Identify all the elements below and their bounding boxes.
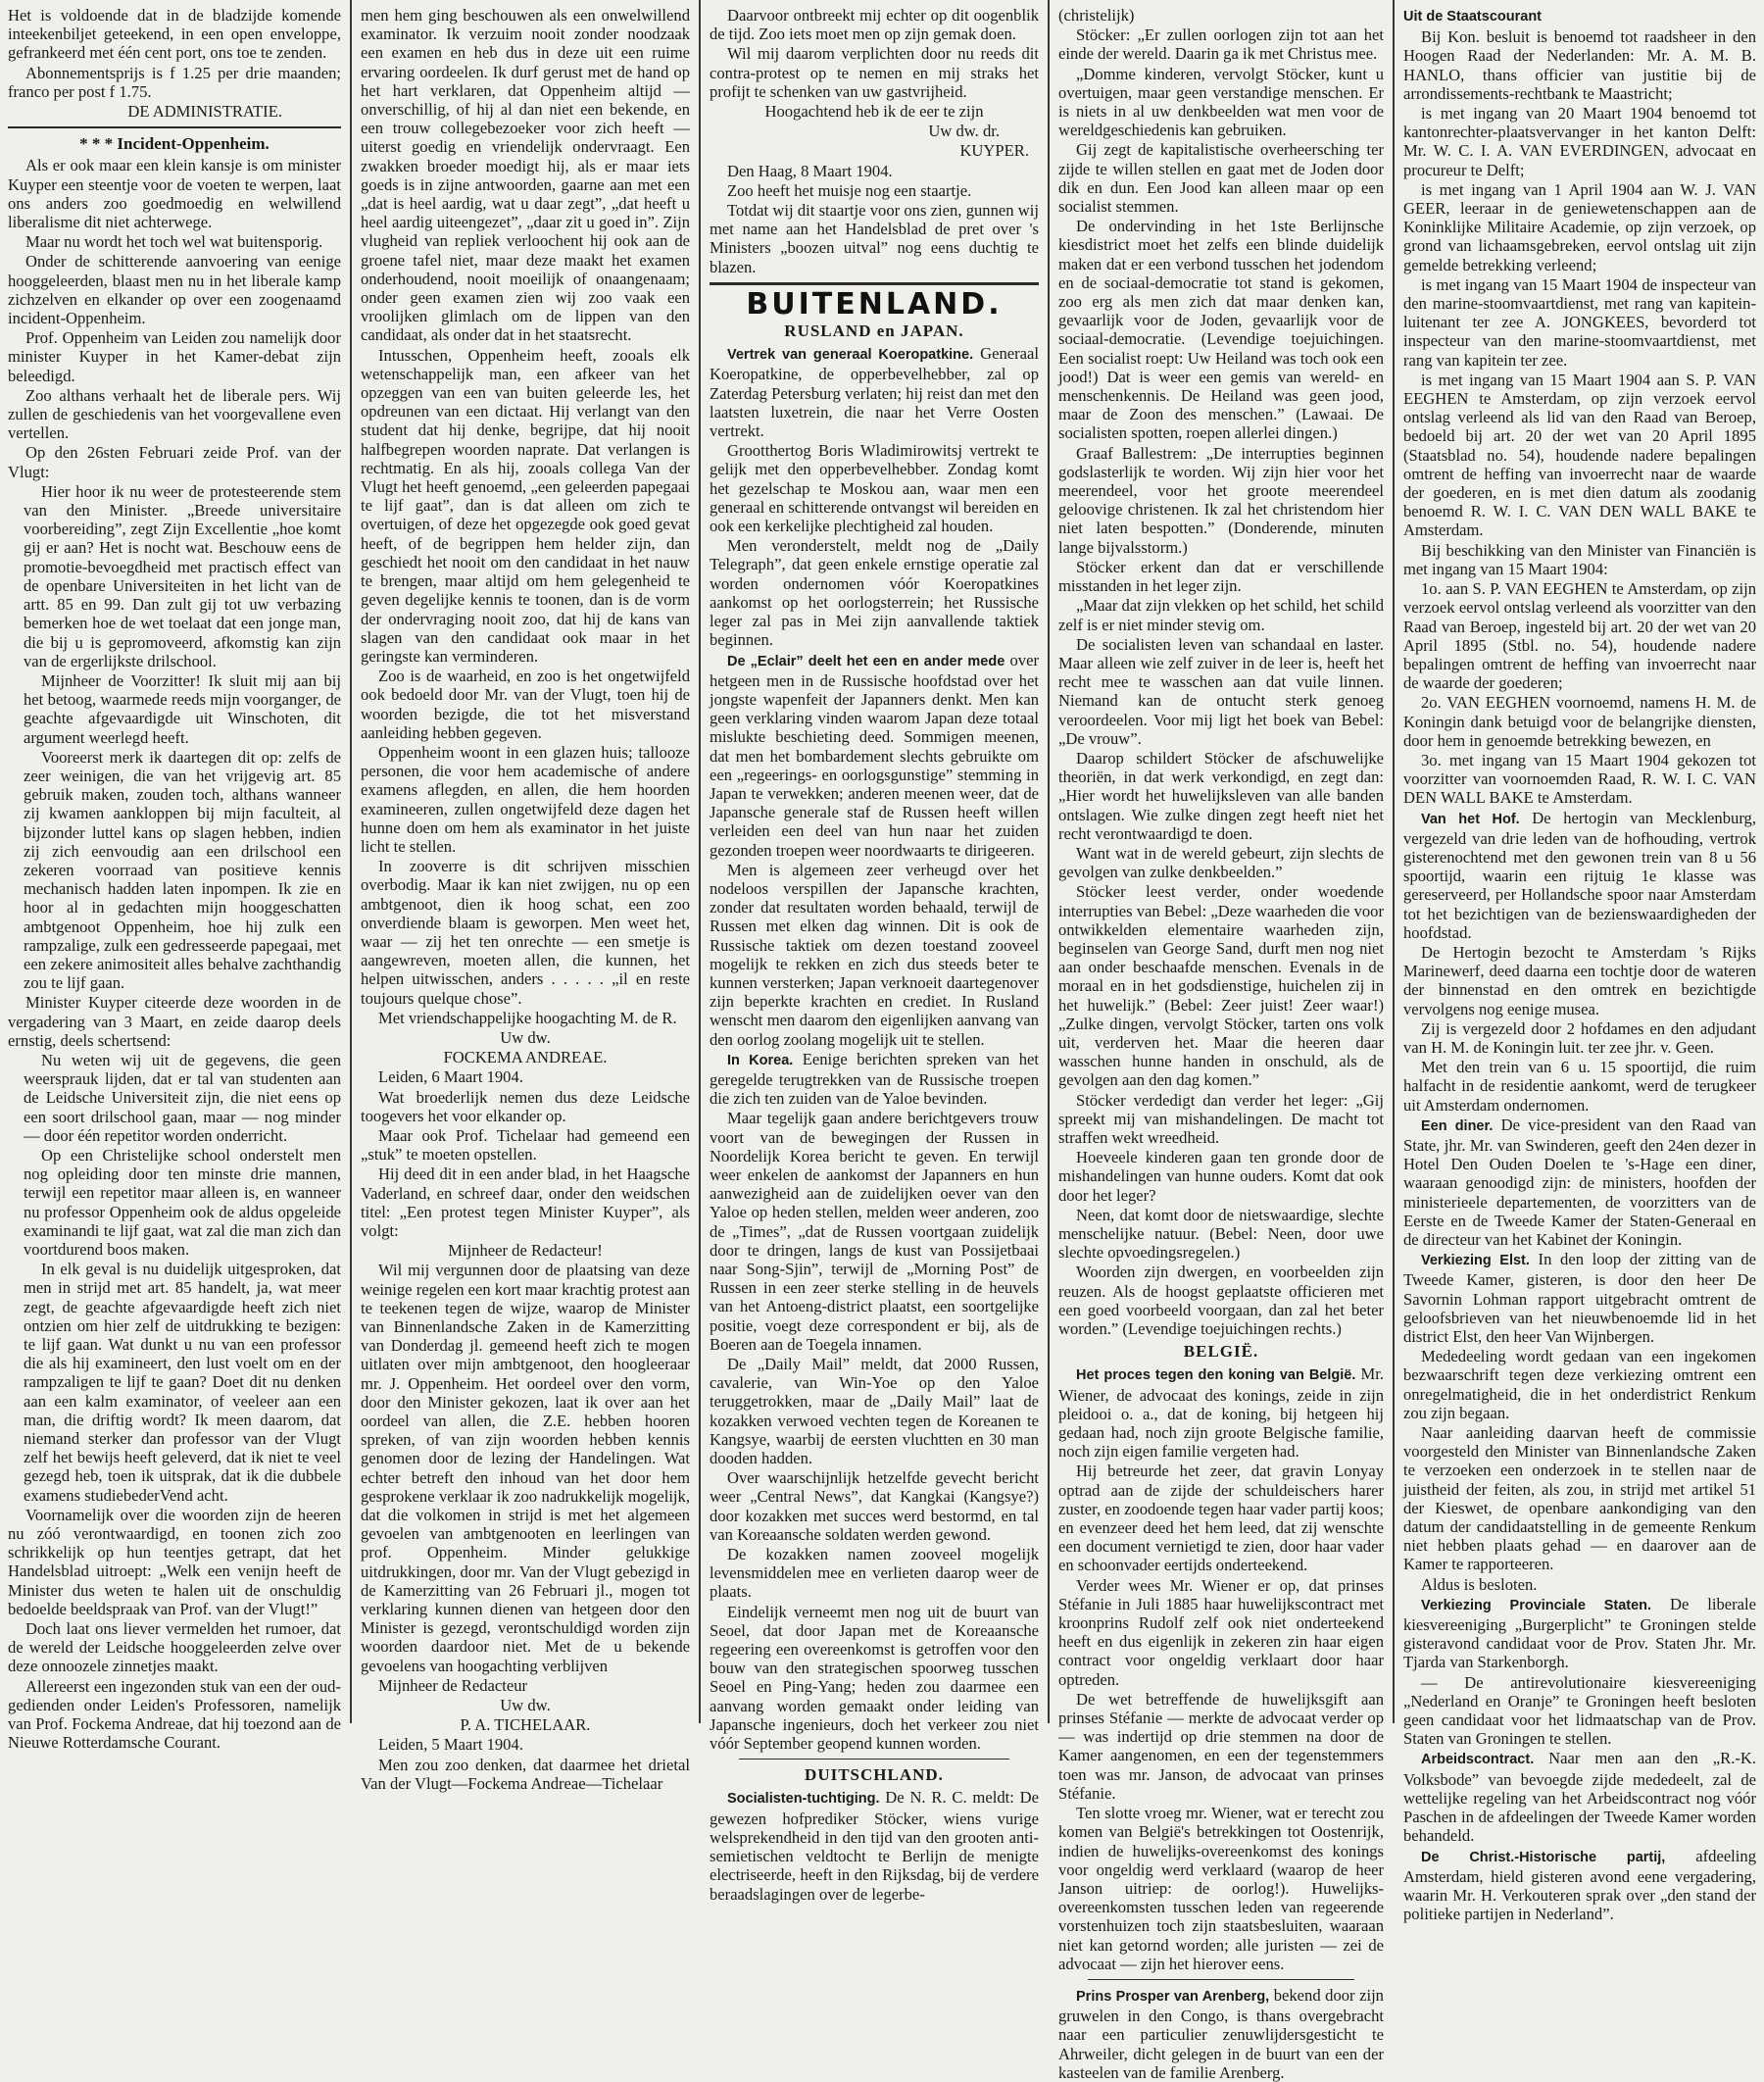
quote: Hier hoor ik nu weer de protesteerende stem van den Minister. „Breede universitaire voorbereiding”, zegt Zijn Excellentie „hoe komt gij er aan? Het is nocht wat. Beschouw eens de promotie-bevoegdheid met practisch effect van de openbare Universiteiten in het licht van de artt. 85 en 99. Dan zult gij tot uw verbazing bemerken hoe de wet toelaat dat een jonge man, die bij u is gepromoveerd, afkomstig kan zijn van de ergerlijkste drilschool. <box>24 481 341 670</box>
paragraph: Stöcker: „Er zullen oorlogen zijn tot aan het einde der wereld. Daarin ga ik met Christus mee. <box>1058 25 1384 64</box>
paragraph: Wil mij daarom verplichten door nu reeds dit contra-protest op te nemen en mij straks het profijt te schenken van uw gastvrijheid. <box>710 44 1039 101</box>
paragraph: Grootthertog Boris Wladimirowitsj vertrekt te gelijk met den opperbevelhebber. Zondag komt het gezelschap te Moskou aan, waar men een generaal en schitterende ontvangst wil bereiden en ook een kerkelijke plechtigheid zal houden. <box>710 441 1039 536</box>
paragraph-text: De N. R. C. meldt: De gewezen hofprediker Stöcker, wiens vurige welsprekendheid in den tijd van den grooten anti-semietischen veldtocht te Berlijn de menigte electriseerde, heeft in den Rijksdag, bij de verdere beraadslagingen over de legerbe- <box>710 1788 1039 1904</box>
column-4 <box>1051 0 1392 2082</box>
paragraph: In zooverre is dit schrijven misschien overbodig. Maar ik kan niet zwijgen, nu op een ambtgenoot, dien ik hoog schat, een zoo onverdiende blaam is geworpen. Men weet het, waar — zij het ten onrechte — een smetje is aangewreven, moeten allen, die kunnen, het helpen uitwisschen, anders . . . . . „il en reste toujours quelque chose”. <box>361 857 690 1008</box>
paragraph: Maar nu wordt het toch wel wat buitensporig. <box>25 232 323 252</box>
divider <box>8 126 341 128</box>
paragraph: Mededeeling wordt gedaan van een ingekomen bezwaarschrift tegen deze verkiezing omtrent een onregelmatigheid, die in het onderdistrict Renkum zou zijn begaan. <box>1403 1347 1756 1422</box>
column-rule <box>1393 0 1395 1723</box>
column-2 <box>353 0 698 1793</box>
paragraph: Intusschen, Oppenheim heeft, zooals elk wetenschappelijk man, een afkeer van het opzeggen van een van buiten geleerde les, het opdreunen van een dictaat. Hij verlangt van den student dat hij denke, begrijpe, dat hij nooit halfbegrepen woorden naprate. Dat verlangen is rechtmatig. En als hij, zooals collega Van der Vlugt het heeft genoemd, „een geleerden papegaai te lijf gaat”, dan is dat alleen om zich te overtuigen, of deze het opgezegde ook goed gevat heeft, of de begrippen hem helder zijn, dan geschiedt het nooit om den candidaat in het nauw te brengen, maar altijd om hem gelegenheid te geven degelijke kennis te toonen, dan is de vorm der ondervraging nooit zoo, dat hij de kans van slagen van den candidaat ook maar in het geringste kan verminderen. <box>361 345 690 666</box>
divider <box>739 1759 1009 1760</box>
paragraph: Zoo althans verhaalt het de liberale pers. Wij zullen de geschiedenis van het voorgevallene even vertellen. <box>8 385 341 443</box>
paragraph: 3o. met ingang van 15 Maart 1904 gekozen tot voorzitter van voornoemden Raad, R. W. I. C. VAN DEN WALL BAKE te Amsterdam. <box>1403 750 1756 808</box>
lead-in: Verkiezing Provinciale Staten. <box>1421 1597 1652 1613</box>
paragraph: Het is voldoende dat in de bladzijde komende inteekenbiljet geteekend, in een open enveloppe, gefrankeerd met één cent port, ons toe te zenden. <box>8 6 341 63</box>
paragraph: Aldus is besloten. <box>1421 1574 1538 1594</box>
paragraph: Voornamelijk over die woorden zijn de heeren nu zóó verontwaardigd, en toonen zich zoo schrikkelijk op hun teentjes getrapt, dat het Handelsblad uitroept: „Welk een venijn heeft de Minister dus weten te halen uit de onschuldig bedoelde beeldspraak van Prof. van der Vlugt!” <box>8 1505 341 1618</box>
paragraph: Minister Kuyper citeerde deze woorden in de vergadering van 3 Maart, en zeide daarop deels ernstig, deels schertsend: <box>8 993 341 1050</box>
paragraph-text: bekend door zijn gruwelen in den Congo, is thans overgebracht naar een particulier zenuwlijdersgesticht te Ahrweiler, dicht gelegen in de buurt van een der kasteelen van de familie Arenberg. <box>1058 1985 1384 2082</box>
paragraph: Allereerst een ingezonden stuk van een der oud-gedienden onder Leiden's Professoren, namelijk van Prof. Fockema Andreae, dat hij toezond aan de Nieuwe Rotterdamsche Courant. <box>8 1676 341 1753</box>
paragraph: (christelijk) <box>1058 6 1135 25</box>
paragraph: Uw dw. <box>500 1696 551 1715</box>
lead-in: Een diner. <box>1421 1117 1494 1134</box>
lead-in: De Christ.-Historische partij, <box>1421 1849 1666 1865</box>
paragraph: Abonnementsprijs is f 1.25 per drie maanden; franco per post f 1.75. <box>8 63 341 101</box>
subsection-title: DUITSCHLAND. <box>805 1765 944 1785</box>
paragraph: Bij beschikking van den Minister van Financiën is met ingang van 15 Maart 1904: <box>1403 540 1756 578</box>
paragraph: Daarvoor ontbreekt mij echter op dit oogenblik de tijd. Zoo iets moet men op zijn gemak doen. <box>710 6 1039 44</box>
paragraph: Prof. Oppenheim van Leiden zou namelijk door minister Kuyper in het Kamer-debat zijn beleedigd. <box>8 328 341 385</box>
paragraph: Hij betreurde het zeer, dat gravin Lonyay optrad aan de zijde der schuldeischers harer zuster, en zoodoende tegen haar vader partij koos; en evenzeer deed het hem leed, dat zij wenschte een document vernietigd te zien, door haar vader en schoonvader eertijds onderteekend. <box>1058 1462 1384 1575</box>
column-rule <box>1048 0 1050 1723</box>
paragraph: Gij zegt de kapitalistische overheersching ter zijde te willen stellen en gaat met de Joden door dik en dun. Een Jood kan alleen maar op een socialist stemmen. <box>1058 140 1384 217</box>
subsection-title: BELGIË. <box>1183 1342 1259 1362</box>
lead-in: Arbeidscontract. <box>1421 1752 1535 1768</box>
dateline: Leiden, 5 Maart 1904. <box>378 1735 523 1755</box>
paragraph: De wet betreffende de huwelijksgift aan prinses Stéfanie — merkte de advocaat verder op — was indertijd op drie stemmen na door de Kamer aangenomen, en een der tegenstemmers toen was mr. Janson, de advocaat van prinses Stéfanie. <box>1058 1689 1384 1803</box>
signature: FOCKEMA ANDREAE. <box>443 1048 608 1067</box>
paragraph: Hoeveele kinderen gaan ten gronde door de mishandelingen van hunne ouders. Komt dat ook door het leger? <box>1058 1148 1384 1205</box>
paragraph: Daarop schildert Stöcker de afschuwelijke theoriën, in dat werk verkondigd, en zegt dan: „Hier wordt het huwelijksleven van alle banden ontslagen. Wie zulke dingen zegt heeft niet het recht verontwaardigd te doen. <box>1058 748 1384 843</box>
paragraph-text: Mr. Wiener, de advocaat des konings, zeide in zijn pleidooi o. a., dat de koning, bij hetgeen hij gedaan had, noch zijn groote Belgische familie, noch zijn eigen familie vergeten had. <box>1058 1364 1384 1462</box>
paragraph: Onder de schitterende aanvoering van eenige hooggeleerden, blaast men nu in het liberale kamp zichzelven en elkander op over een zoogenaamd incident-Oppenheim. <box>8 252 341 328</box>
paragraph: Eindelijk verneemt men nog uit de buurt van Seoel, dat door Japan met de Koreaansche regeering een overeenkomst is getroffen voor den bouw van den strategischen spoorweg tusschen Seoel en Ping-Yang; heden zou daarmee een aanvang worden gemaakt onder leiding van Japansche ingenieurs, doch het verkeer zou niet vóór September geopend kunnen worden. <box>710 1602 1039 1754</box>
paragraph: men hem ging beschouwen als een onwelwillend examinator. Ik verzuim nooit zonder noodzaak een examen en heb dus in deze uit een ruime ervaring oordeelen. Ik durf gerust met de hand op het hart verklaren, dat Oppenheim altijd — onverschillig, of hij al dan niet een bekende, en een trouw collegebezoeker voor zich heeft — uiterst goedig en vriendelijk ondervraagt. Een zwakken broeder moedigt hij, als er maar iets goeds is in zijne antwoorden, gaarne aan met een „dat is heel aardig, wat u daar zegt”, „dat heeft u heel aardig uiteengezet”, „daar zit u goed in”. Zijn vlugheid van repliek verloochent hij ook aan de groene tafel niet, maar deze maakt het examen onderhoudend, nooit moeilijk of onaangenaam; onder geen examen zien wij zoo vaak een vroolijken glimlach om de lippen van den candidaat, als onder dat in het staatsrecht. <box>361 6 690 345</box>
paragraph: Totdat wij dit staartje voor ons zien, gunnen wij met name aan het Handelsblad de pret over 's Ministers „boozen uitval” nog eens duchtig te blazen. <box>710 201 1039 276</box>
paragraph: De socialisten leven van schandaal en laster. Maar alleen wie zelf zuiver in de leer is, heeft het recht mee te wasschen aan dat vuile linnen. Niemand kan de ontucht sterk genoeg veroordeelen. Voor mij ligt het boek van Bebel: „De vrouw”. <box>1058 634 1384 748</box>
paragraph-text: De hertogin van Mecklenburg, vergezeld van drie leden van de hofhouding, vertrok gisterenochtend met den gewonen trein van 8 u 56 spoortijd, waarin een rijtuig 1e klasse was gereserveerd, per Hollandsche spoor naar Amsterdam tot het bezichtigen van de bezienswaardigheden der hoofdstad. <box>1403 808 1756 942</box>
signature: P. A. TICHELAAR. <box>460 1715 591 1735</box>
paragraph: Met vriendschappelijke hoogachting M. de R. <box>378 1008 677 1027</box>
column-3 <box>702 0 1047 1904</box>
paragraph: Zoo is de waarheid, en zoo is het ongetwijfeld ook bedoeld door Mr. van der Vlugt, toen hij de woorden bezigde, die tot het misverstand aanleiding hebben gegeven. <box>361 667 690 742</box>
paragraph: Men is algemeen zeer verheugd over het nodeloos verspillen der Japansche krachten, zonder dat resultaten worden behaald, terwijl de Russen met elken dag winnen. Dit is ook de Russische taktiek om dezen toestand zooveel mogelijk te rekken en zich dus steeds beter te kunnen versterken; Japan verknoeit daartegenover zijn beperkte krachten en crediet. In Rusland wenscht men daarom den eigenlijken aanvang van den oorlog zoolang mogelijk uit te stellen. <box>710 860 1039 1049</box>
lead-in: Uit de Staatscourant <box>1403 9 1542 25</box>
paragraph: Doch laat ons liever vermelden het rumoer, dat de wereld der Leidsche hooggeleerden zelve over deze onnoozele zinnetjes maakt. <box>8 1619 341 1676</box>
column-rule <box>350 0 352 1723</box>
paragraph: is met ingang van 15 Maart 1904 de inspecteur van den marine-stoomvaartdienst, met rang van kapitein-luitenant ter zee A. JONGKEES, bevorderd tot inspecteur van den marine-stoomvaartdienst, met rang van kapitein ter zee. <box>1403 274 1756 370</box>
signature: DE ADMINISTRATIE. <box>127 102 282 122</box>
paragraph: Zij is vergezeld door 2 hofdames en den adjudant van H. M. de Koningin luit. ter zee jhr. v. Geen. <box>1403 1018 1756 1057</box>
paragraph: Stöcker leest verder, onder woedende interrupties van Bebel: „Deze waarheden die voor ontwikkelden elementaire waarheden zijn, beginselen van George Sand, durft men nog niet aan onder beschaafde menschen. Evenals in de moraal en in het godsdienstige, huichelen zij in het huwelijk.” (Bebel: Zeer juist! Zeer waar!) „Zulke dingen, vervolgt Stöcker, tarten ons volk uit, verderven het. Maar die heeren daar wasschen hunne handen in onschuld, als de gevolgen aan den dag komen.” <box>1058 882 1384 1090</box>
salutation: Mijnheer de Redacteur! <box>448 1241 603 1261</box>
paragraph: Ten slotte vroeg mr. Wiener, wat er terecht zou komen van België's betrekkingen tot Oostenrijk, indien de huwelijks-overeenkomst des konings voor ongeldig werd verklaard (waarop de heer Janson uitriep: de oorlog!). Huwelijks-overeenkomsten tusschen leden van regeerende vorstenhuizen toch zijn staatsbesluiten, waaraan niet kan getornd worden; alle juristen — zei de advocaat — zijn het hierover eens. <box>1058 1804 1384 1973</box>
quote: Vooreerst merk ik daartegen dit op: zelfs de zeer weinigen, die van het vrijgevig art. 85 gebruik maken, zouden toch, althans wanneer zij kwamen aankloppen bij mijn faculteit, al bijzonder luttel kans op slagen hebben, indien zij zich eenvoudig aan een drilschool een zekeren voorraad van positieve kennis mechanisch hadden laten inpompen. Ik zie en hoor al in gedachten mijn hooggeschatten ambtgenoot Oppenheim, hoe hij zulk een rampzalige, zulk een gedresseerde papegaai, met een zekere animositeit alles behalve zachthandig zou te lijf gaan. <box>24 747 341 993</box>
paragraph-text: De liberale kiesvereeniging „Burgerplicht” te Groningen stelde gisteravond candidaat voor de Prov. Staten Jhr. Mr. Tjarda van Starkenborgh. <box>1403 1594 1756 1672</box>
paragraph: is met ingang van 15 Maart 1904 aan S. P. VAN EEGHEN te Amsterdam, op zijn verzoek eervol ontslag verleend als lid van den Raad van Beroep, bedoeld bij art. 20 der wet van 20 April 1895 (Staatsblad no. 54), houdende nadere bepalingen omtrent de heffing van invoerrecht naar de waarde der goederen, en is met dien datum als zoodanig benoemd R. W. I. C. VAN DEN WALL BAKE te Amsterdam. <box>1403 370 1756 540</box>
paragraph: Met den trein van 6 u. 15 spoortijd, die ruim halfacht in de residentie aankomt, werd de terugkeer uit Amsterdam ondernomen. <box>1403 1058 1756 1115</box>
quote: In elk geval is nu duidelijk uitgesproken, dat men in strijd met art. 85 handelt, ja, wat meer zegt, de geachte afgevaardigde heeft zich niet ontzien om hier zelf de uitdrukking te bezigen: te lijf gaan. Wat dunkt u nu van een professor die als hij examineert, den lust voelt om en der rampzaligen te lijf te gaan? Doet dit nu denken aan een kalm examinator, of veeleer aan een man, die driftig wordt? Ik meen daarom, dat niemand sterker dan professor van der Vlugt zelf het bewijs heeft geleverd, dat ik niet te veel gezegd heb, toen ik uitsprak, dat ik die dubbele examens studiebederVend acht. <box>24 1260 341 1505</box>
paragraph: „Maar dat zijn vlekken op het schild, het schild zelf is er niet minder stevig om. <box>1058 596 1384 634</box>
quote: Mijnheer de Voorzitter! Ik sluit mij aan bij het betoog, waarmede reeds mijn voorganger, de geachte afgevaardigde uit Winschoten, dit argument weerlegd heeft. <box>24 670 341 747</box>
paragraph: Want wat in de wereld gebeurt, zijn slechts de gevolgen van zulke denkbeelden.” <box>1058 843 1384 882</box>
paragraph: Over waarschijnlijk hetzelfde gevecht bericht weer „Central News”, dat Kangkai (Kangsye?) door kozakken met succes werd bestormd, en tal van Koreaansche soldaten werden gewond. <box>710 1468 1039 1544</box>
paragraph: De kozakken namen zooveel mogelijk levensmiddelen mee en verlieten daarop weer de plaats. <box>710 1545 1039 1602</box>
column-rule <box>699 0 701 1723</box>
paragraph: — De antirevolutionaire kiesvereeniging „Nederland en Oranje” te Groningen heeft besloten geen candidaat voor het lidmaatschap van de Prov. Staten van Groningen te stellen. <box>1403 1672 1756 1749</box>
lead-in: Het proces tegen den koning van België. <box>1076 1367 1356 1384</box>
lead-in: De „Eclair” deelt het een en ander mede <box>727 653 1005 669</box>
paragraph: Hoogachtend heb ik de eer te zijn <box>764 102 984 122</box>
paragraph: Neen, dat komt door de nietswaardige, slechte menschelijke natuur. (Bebel: Neen, door uwe slechte opvoedingsregelen.) <box>1058 1205 1384 1263</box>
paragraph: is met ingang van 1 April 1904 aan W. J. VAN GEER, leeraar in de geniewetenschappen aan de Koninklijke Militaire Academie, op zijn verzoek, op grond van lichaamsgebreken, eervol ontslag uit zijn gemelde betrekking verleend; <box>1403 179 1756 274</box>
paragraph-text: De vice-president van den Raad van State, jhr. Mr. van Swinderen, geeft den 24en dezer in Hotel Den Ouden Doelen te 's-Hage een diner, waaraan genoodigd zijn: de ministers, hoofden der ministerieele departementen, de voorzitters van de Eerste en de Tweede Kamer der Staten-Generaal en de directeur van het Kabinet der Koningin. <box>1403 1115 1756 1249</box>
lead-in: Socialisten-tuchtiging. <box>727 1791 880 1808</box>
paragraph: De Hertogin bezocht te Amsterdam 's Rijks Marinewerf, deed daarna een tochtje door de wateren der binnenstad en den omtrek en bezichtigde vervolgens nog eenige musea. <box>1403 942 1756 1018</box>
lead-in: Vertrek van generaal Koeropatkine. <box>727 347 974 364</box>
quote: Nu weten wij uit de gegevens, die geen weersprauk lijden, dat er tal van studenten aan de Leidsche Universiteit zijn, die niet eens op een soort drilschool gaan, maar — nog minder — door één repetitor worden onderricht. <box>24 1050 341 1145</box>
paragraph-text: Naar men aan den „R.-K. Volksbode” van bevoegde zijde mededeelt, zal de wettelijke regeling van het Arbeidscontract nog vóór Paschen in de afdeelingen der Tweede Kamer worden behandeld. <box>1403 1749 1756 1846</box>
quote: Op een Christelijke school onderstelt men nog opleiding door ten minste drie mannen, terwijl een repetitor maar alleen is, en wanneer nu professor Oppenheim ook de aldus opgeleide examinandi te lijf gaat, wat zal die man zich dan voortdurend boos maken. <box>24 1145 341 1259</box>
paragraph: Hij deed dit in een ander blad, in het Haagsche Vaderland, en schreef daar, onder den weidschen titel: „Een protest tegen Minister Kuyper”, als volgt: <box>361 1165 690 1240</box>
paragraph: Men zou zoo denken, dat daarmee het drietal Van der Vlugt—Fockema Andreae—Tichelaar <box>361 1755 690 1793</box>
signature: KUYPER. <box>959 141 1029 161</box>
paragraph: Naar aanleiding daarvan heeft de commissie voorgesteld den Minister van Binnenlandsche Zaken te verzoeken een onderzoek in te stellen naar de juistheid der feiten, als zou, in strijd met artikel 51 der Kieswet, de openbare aankondiging van den datum der candidaatstelling in de gemeente Renkum niet hebben plaats gehad — en daarover aan de Kamer te rapporteeren. <box>1403 1423 1756 1574</box>
subsection-title: RUSLAND en JAPAN. <box>784 322 964 341</box>
paragraph: De ondervinding in het 1ste Berlijnsche kiesdistrict moet het zelfs een blinde duidelijk maken dat er een verbond tusschen het jodendom en de sociaal-democratie tot stand is gekomen, zoo erg als men zich dat maar denken kan, gevaarlijk voor de Joden, gevaarlijk voor de sociaal-democratie. (Levendige toejuichingen. Een socialist roept: Uw Heiland was toch ook een jood!) Dat is weer een gemis van wereld- en menschenkennis. De Heiland was geen jood, maar de Zoon des menschen.” (Lawaai. De socialisten spotten, roepen allerlei dingen.) <box>1058 217 1384 443</box>
lead-in: Verkiezing Elst. <box>1421 1253 1530 1269</box>
divider <box>710 282 1039 285</box>
paragraph: Wil mij vergunnen door de plaatsing van deze weinige regelen een kort maar krachtig protest aan te teekenen tegen de wijze, waarop de Minister van Binnenlandsche Zaken in de Kamerzitting van Donderdag jl. gemeend heeft zich te mogen uitlaten over mijn ambtgenoot, den hoogleeraar mr. J. Oppenheim. Het oordeel over den vorm, door den Minister gekozen, laat ik over aan het oordeel van allen, die Z.E. hebben hooren spreken, of van zijn woorden hebben kennis genomen door de lezing der Handelingen. Wat echter betreft den inhoud van het door hem gesprokene verklaar ik zoo nadrukkelijk mogelijk, dat die volkomen in strijd is met het algemeen gevoelen van ambtgenooten en leerlingen van prof. Oppenheim. Minder gelukkige uitdrukkingen, door mr. Van der Vlugt gebezigd in de Kamerzitting van 26 Februari jl., mogen tot verklaring kunnen dienen van hetgeen door den Minister is gezegd, verontschuldigd worden zijn woorden daardoor niet. Met de u bekende gevoelens van hoogachting verblijven <box>361 1261 690 1675</box>
paragraph: is met ingang van 20 Maart 1904 benoemd tot kantonrechter-plaatsvervanger in het kanton Delft: Mr. W. C. I. A. VAN EVERDINGEN, advocaat en procureur te Delft; <box>1403 104 1756 179</box>
paragraph: Verder wees Mr. Wiener er op, dat prinses Stéfanie in Juli 1885 haar huwelijkscontract met kroonprins Rudolf zelf ook niet onderteekend heeft en dus eigenlijk in zekeren zin haar eigen contract voor ongeldig verklaart door haar optreden. <box>1058 1575 1384 1689</box>
paragraph: Mijnheer de Redacteur <box>378 1675 528 1695</box>
paragraph: Woorden zijn dwergen, en voorbeelden zijn reuzen. Als de hoogst geplaatste officieren met een goed voorbeeld voorgaan, dan zal het beter worden.” (Levendige toejuichingen rechts.) <box>1058 1263 1384 1339</box>
paragraph: Graaf Ballestrem: „De interrupties beginnen godslasterlijk te worden. Wij zijn hier voor het meerendeel, voor het groote meerendeel geloovige christenen. Ik zal het christendom hier niet laten bespotten.” (Donderende, minuten lange bijvalsstorm.) <box>1058 443 1384 557</box>
paragraph: Maar ook Prof. Tichelaar had gemeend een „stuk” te moeten opstellen. <box>361 1125 690 1165</box>
paragraph: Op den 26sten Februari zeide Prof. van der Vlugt: <box>8 443 341 481</box>
paragraph: Oppenheim woont in een glazen huis; tallooze personen, die voor hem academische of andere examens aflegden, en allen, die hem hoorden examineeren, zullen ongetwijfeld deze dagen het hunne doen om hem als examinator in het juiste licht te stellen. <box>361 742 690 856</box>
column-5 <box>1396 0 1764 1924</box>
lead-in: Prins Prosper van Arenberg, <box>1076 1988 1270 2005</box>
lead-in: Van het Hof. <box>1421 811 1520 827</box>
section-title: BUITENLAND. <box>746 286 1003 322</box>
article-heading: * * * Incident-Oppenheim. <box>79 134 270 154</box>
paragraph: De „Daily Mail” meldt, dat 2000 Russen, cavalerie, van Win-Yoe op den Yaloe teruggetrokken, maar de „Daily Mail” laat de kozakken verwoed vechten tegen de Koreanen te Kangsye, waarbij de eersten vluchtten en 30 man dooden hadden. <box>710 1355 1039 1468</box>
paragraph: Maar tegelijk gaan andere berichtgevers trouw voort van de bewegingen der Russen in Noordelijk Korea bericht te geven. En terwijl weer enkelen de aankomst der Japanners en hun aanwezigheid aan de zuidelijken oever van den Yaloe op heden stellen, melden weer anderen, zoo de „Times”, „dat de Russen voortgaan zuidelijk door te dringen, langs de kust van Possijetbaai naar Song-Sjin”, terwijl de „Morning Post” de Russen in een zeer sterke stelling in de heuvels van het Antoeng-district plaatst, een soortgelijke positie, voegt deze correspondent er bij, als de Boeren aan de Toegela innamen. <box>710 1109 1039 1354</box>
paragraph-text: over hetgeen men in de Russische hoofdstad over het jongste wapenfeit der Japanners denkt. Men kan geen verklaring vinden waarom Japan deze totaal mislukte beschieting deed. Sommigen meenen, dat men het bombardement slechts gebruikte om een „regeerings- en oorlogsgunstige” stemming in Japan te verwekken; anderen meenen weer, dat de Japansche generale staf de Russen heeft willen verleiden een deel van hun naar het zuiden gezonden troepen weer noordwaarts te dirigeeren. <box>710 650 1039 860</box>
paragraph: 1o. aan S. P. VAN EEGHEN te Amsterdam, op zijn verzoek eervol ontslag verleend als voorzitter van den Raad van Beroep, ingesteld bij art. 20 der wet van 20 April 1895 (Stbl. no. 54), houdende nadere bepalingen omtrent de heffing van invoerrecht naar de waarde der goederen; <box>1403 579 1756 693</box>
paragraph: Uw dw. <box>500 1027 551 1047</box>
paragraph: Als er ook maar een klein kansje is om minister Kuyper een steentje voor de voeten te werpen, laat ons anders zoo goedmoedig en welwillend liberalisme dit niet achterwege. <box>8 156 341 232</box>
lead-in: In Korea. <box>727 1052 794 1068</box>
paragraph: „Domme kinderen, vervolgt Stöcker, kunt u overtuigen, maar geen verstandige menschen. Er is niets in al uw denkbeelden wat men voor de wereldgeschiedenis kan gebruiken. <box>1058 64 1384 140</box>
paragraph: Stöcker erkent dan dat er verschillende misstanden in het leger zijn. <box>1058 557 1384 596</box>
paragraph: Zoo heeft het muisje nog een staartje. <box>727 180 972 200</box>
paragraph: Men veronderstelt, meldt nog de „Daily Telegraph”, dat geen enkele ernstige operatie zal worden ondernomen vóór Koeropatkines aankomst op het oorlogsterrein; het Russische leger zal pas in Mei zijn aanvallende taktiek beginnen. <box>710 536 1039 650</box>
paragraph-text: afdeeling Amsterdam, hield gisteren avond eene vergadering, waarin Mr. H. Verkouteren sprak over „den stand der politieke partijen in Nederland”. <box>1403 1846 1756 1924</box>
column-1 <box>0 0 349 1753</box>
paragraph: Wat broederlijk nemen dus deze Leidsche toogevers het voor elkander op. <box>361 1087 690 1125</box>
paragraph-text: Eenige berichten spreken van het geregelde terugtrekken van de Russische troepen die zich ten zuiden van de Yaloe bevinden. <box>710 1049 1039 1109</box>
paragraph-text: Generaal Koeropatkine, de opperbevelhebber, zal op Zaterdag Petersburg verlaten; hij reist dan met den laatsten luxetrein, die naar het Verre Oosten vertrekt. <box>710 344 1039 441</box>
paragraph-text: In den loop der zitting van de Tweede Kamer, gisteren, is door den heer De Savornin Lohman rapport uitgebracht omtrent de geloofsbrieven van het nieuwbenoemde lid in het district Elst, den heer Van Wijnbergen. <box>1403 1250 1756 1347</box>
paragraph: Stöcker verdedigt dan verder het leger: „Gij spreekt mij van mishandelingen. De macht tot straffen wekt wreedheid. <box>1058 1090 1384 1147</box>
paragraph: Bij Kon. besluit is benoemd tot raadsheer in den Hoogen Raad der Nederlanden: Mr. A. M. B. HANLO, thans officier van justitie bij de arrondissements-rechtbank te Maastricht; <box>1403 27 1756 103</box>
dateline: Den Haag, 8 Maart 1904. <box>727 161 893 180</box>
divider <box>1088 1979 1354 1980</box>
dateline: Leiden, 6 Maart 1904. <box>378 1067 523 1087</box>
paragraph: Uw dw. dr. <box>928 122 1000 141</box>
paragraph: 2o. VAN EEGHEN voornoemd, namens H. M. de Koningin dank betuigd voor de belangrijke diensten, door hem in genoemde betrekking bewezen, en <box>1403 693 1756 750</box>
